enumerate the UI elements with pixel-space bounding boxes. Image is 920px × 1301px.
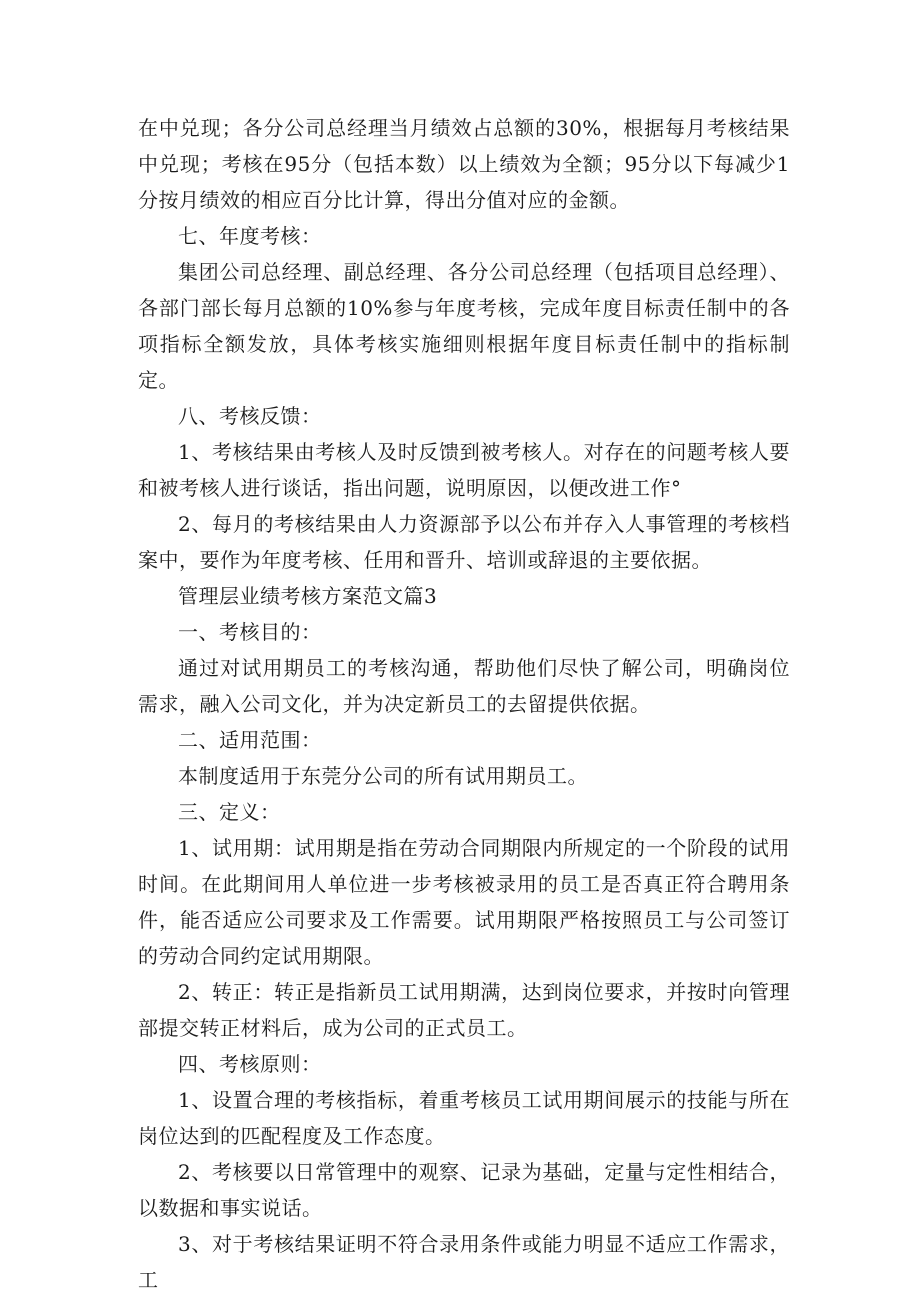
paragraph-continuation: 在中兑现；各分公司总经理当月绩效占总额的30%，根据每月考核结果中兑现；考核在95分（包括本数）以上绩效为全额；95分以下每减少1分按月绩效的相应百分比计算，得出分值对应的金额。 [138,116,790,212]
paragraph-definition-probation: 1、试用期：试用期是指在劳动合同期限内所规定的一个阶段的试用时间。在此期间用人单位进一步考核被录用的员工是否真正符合聘用条件，能否适应公司要求及工作需要。试用期限严格按照员工与公司签订的劳动合同约定试用期限。 [138,836,790,968]
paragraph-scope: 本制度适用于东莞分公司的所有试用期员工。 [178,764,588,788]
paragraph-definition-confirmation: 2、转正：转正是指新员工试用期满，达到岗位要求，并按时向管理部提交转正材料后，成为公司的正式员工。 [138,980,790,1040]
heading-definitions: 三、定义： [178,800,281,824]
heading-annual-review: 七、年度考核： [178,224,322,248]
paragraph-feedback-2: 2、每月的考核结果由人力资源部予以公布并存入人事管理的考核档案中，要作为年度考核、任用和晋升、培训或辞退的主要依据。 [138,512,790,572]
paragraph-feedback-1: 1、考核结果由考核人及时反馈到被考核人。对存在的问题考核人要和被考核人进行谈话，指出问题，说明原因，以便改进工作° [138,440,790,500]
heading-review-feedback: 八、考核反馈： [178,404,322,428]
paragraph-principle-1: 1、设置合理的考核指标，着重考核员工试用期间展示的技能与所在岗位达到的匹配程度及工作态度。 [138,1088,790,1148]
paragraph-principle-3: 3、对于考核结果证明不符合录用条件或能力明显不适应工作需求，工 [138,1232,790,1292]
paragraph-purpose: 通过对试用期员工的考核沟通，帮助他们尽快了解公司，明确岗位需求，融入公司文化，并为决定新员工的去留提供依据。 [138,656,790,716]
paragraph-annual-review: 集团公司总经理、副总经理、各分公司总经理（包括项目总经理）、各部门部长每月总额的10%参与年度考核，完成年度目标责任制中的各项指标全额发放，具体考核实施细则根据年度目标责任制中的指标制定。 [138,260,790,392]
document-body [138,110,790,1298]
heading-principles: 四、考核原则： [178,1052,322,1076]
heading-scope: 二、适用范围： [178,728,322,752]
section-title-part3: 管理层业绩考核方案范文篇3 [178,584,438,608]
paragraph-principle-2: 2、考核要以日常管理中的观察、记录为基础，定量与定性相结合，以数据和事实说话。 [138,1160,790,1220]
heading-purpose: 一、考核目的： [178,620,322,644]
